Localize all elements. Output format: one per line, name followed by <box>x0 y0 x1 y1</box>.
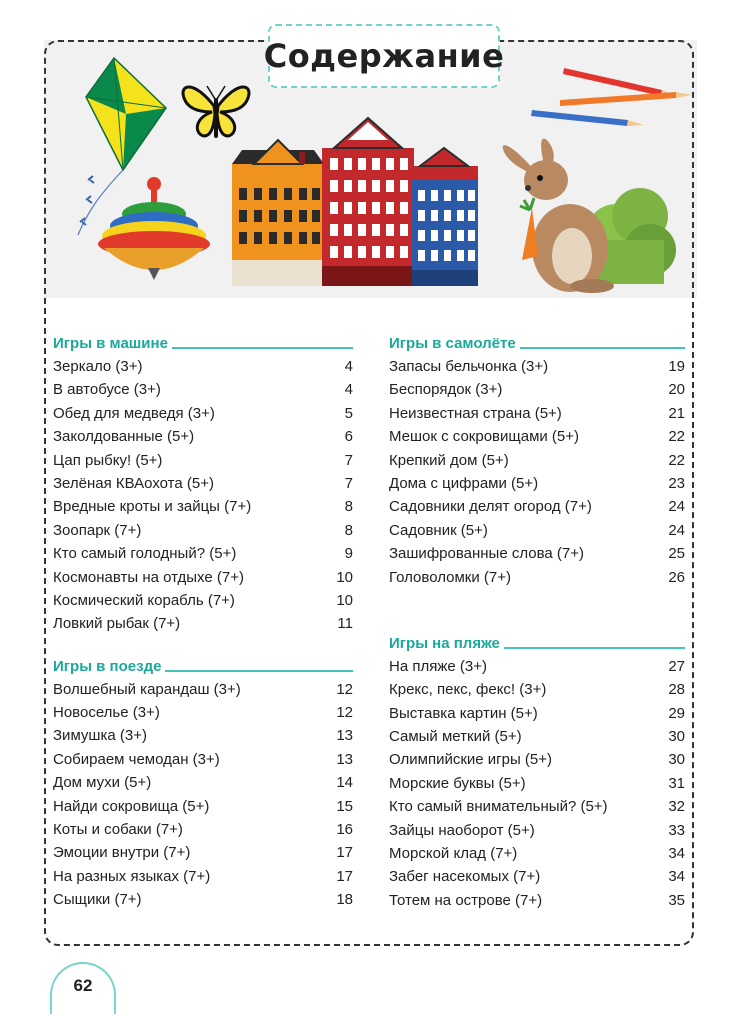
toc-entry <box>53 888 353 911</box>
toc-entry-title: Сыщики (7+) <box>53 891 142 909</box>
toc-entry <box>53 542 353 565</box>
section-rule <box>520 347 685 349</box>
section-title: Игры в поезде <box>53 657 162 675</box>
toc-entry-page: 26 <box>668 568 685 586</box>
toc-entry-title: Вредные кроты и зайцы (7+) <box>53 498 252 516</box>
toc-entry-title: Неизвестная страна (5+) <box>389 404 562 422</box>
toc-entry-title: Космический корабль (7+) <box>53 591 235 609</box>
toc-entry <box>389 542 685 565</box>
toc-entry <box>53 795 353 818</box>
toc-entries <box>53 678 353 912</box>
toc-entry-title: В автобусе (3+) <box>53 381 161 399</box>
toc-entry-title: Садовник (5+) <box>389 521 488 539</box>
toc-entries <box>389 655 685 912</box>
toc-entry-page: 12 <box>336 680 353 698</box>
toc-entry-title: Ловкий рыбак (7+) <box>53 615 181 633</box>
toc-entry <box>389 865 685 888</box>
toc-entry-title: Зимушка (3+) <box>53 727 147 745</box>
section-header <box>53 332 353 352</box>
toc-entry-page: 18 <box>336 891 353 909</box>
toc-entry-page: 27 <box>668 657 685 675</box>
toc-entry <box>53 818 353 841</box>
toc-entry-page: 8 <box>344 498 353 516</box>
toc-entry-page: 10 <box>336 568 353 586</box>
toc-entry <box>53 425 353 448</box>
toc-entry-page: 8 <box>344 521 353 539</box>
toc-entry-title: Морской клад (7+) <box>389 845 518 863</box>
toc-entry <box>389 402 685 425</box>
toc-entry <box>53 519 353 542</box>
toc-entry-page: 29 <box>668 704 685 722</box>
page-title: Содержание <box>263 37 505 75</box>
toc-entry-title: Беспорядок (3+) <box>389 381 503 399</box>
toc-entry-title: Олимпийские игры (5+) <box>389 751 553 769</box>
toc-entry-title: Цап рыбку! (5+) <box>53 451 163 469</box>
toc-section <box>389 632 685 912</box>
section-header <box>53 655 353 675</box>
toc-entry <box>389 495 685 518</box>
page-number: 62 <box>73 976 93 995</box>
toc-entries <box>389 355 685 589</box>
toc-entry <box>53 402 353 425</box>
toc-entry <box>389 355 685 378</box>
toc-entry <box>389 795 685 818</box>
toc-entry-page: 14 <box>336 774 353 792</box>
toc-entry-page: 5 <box>344 404 353 422</box>
toc-entry <box>389 772 685 795</box>
toc-entry-title: Найди сокровища (5+) <box>53 797 210 815</box>
page-number-tab <box>50 962 116 1014</box>
toc-entry-page: 20 <box>668 381 685 399</box>
toc-entry <box>53 472 353 495</box>
toc-entry-title: Космонавты на отдыхе (7+) <box>53 568 244 586</box>
section-header <box>389 332 685 352</box>
toc-entry-page: 25 <box>668 545 685 563</box>
toc-entry-title: Запасы бельчонка (3+) <box>389 358 549 375</box>
toc-entry-title: Садовники делят огород (7+) <box>389 498 592 516</box>
toc-entry-page: 32 <box>668 798 685 816</box>
toc-entry-page: 33 <box>668 821 685 839</box>
toc-entry-title: Самый меткий (5+) <box>389 728 522 746</box>
toc-entry <box>389 702 685 725</box>
toc-entry <box>389 519 685 542</box>
toc-entry-page: 16 <box>336 821 353 839</box>
toc-entry <box>53 566 353 589</box>
toc-entry-title: Зашифрованные слова (7+) <box>389 545 585 563</box>
toc-entry-page: 6 <box>344 428 353 446</box>
toc-entry <box>53 748 353 771</box>
toc-entry-page: 22 <box>668 428 685 446</box>
toc-entry-title: Кто самый внимательный? (5+) <box>389 798 608 816</box>
toc-entry-title: Зайцы наоборот (5+) <box>389 821 535 839</box>
toc-entry-page: 31 <box>668 774 685 792</box>
toc-entry <box>389 889 685 912</box>
section-title: Игры на пляже <box>389 634 500 652</box>
toc-entry-page: 7 <box>344 474 353 492</box>
toc-entry-page: 13 <box>336 727 353 745</box>
section-header <box>389 632 685 652</box>
toc-entry-page: 34 <box>668 868 685 886</box>
toc-entry-page: 7 <box>344 451 353 469</box>
toc-section <box>53 655 353 912</box>
toc-entry <box>389 566 685 589</box>
toc-entry-page: 30 <box>668 751 685 769</box>
toc-entry <box>53 589 353 612</box>
toc-entry <box>389 655 685 678</box>
toc-entry <box>53 612 353 635</box>
toc-entry <box>53 678 353 701</box>
toc-entry <box>389 449 685 472</box>
toc-entry-page: 13 <box>336 750 353 768</box>
toc-entry-title: Обед для медведя (3+) <box>53 404 215 422</box>
toc-entry-page: 24 <box>668 498 685 516</box>
toc-entry <box>53 865 353 888</box>
toc-entry <box>389 425 685 448</box>
toc-entry <box>53 724 353 747</box>
section-rule <box>504 647 685 649</box>
toc-entry <box>53 449 353 472</box>
toc-entry-title: Коты и собаки (7+) <box>53 821 183 839</box>
toc-entry <box>389 725 685 748</box>
toc-entry-page: 9 <box>344 545 353 563</box>
toc-entry-page: 17 <box>336 867 353 885</box>
toc-entry-title: Зеркало (3+) <box>53 358 143 375</box>
toc-entry-title: Зелёная КВАохота (5+) <box>53 474 214 492</box>
title-box <box>263 24 505 88</box>
toc-entry-title: Зоопарк (7+) <box>53 521 142 539</box>
toc-entry <box>389 378 685 401</box>
toc-entry-page: 21 <box>668 404 685 422</box>
toc-entry-title: Морские буквы (5+) <box>389 774 526 792</box>
toc-entry-title: Головоломки (7+) <box>389 568 511 586</box>
toc-entry-title: Кто самый голодный? (5+) <box>53 545 237 563</box>
toc-entry-page: 24 <box>668 521 685 539</box>
toc-entry-page: 12 <box>336 704 353 722</box>
toc-entry-page: 19 <box>668 358 685 375</box>
toc-entry-title: Мешок с сокровищами (5+) <box>389 428 580 446</box>
toc-entry-title: Крекс, пекс, фекс! (3+) <box>389 681 547 699</box>
section-title: Игры в машине <box>53 335 168 352</box>
section-rule <box>165 670 353 672</box>
toc-entry <box>389 748 685 771</box>
toc-entry-title: Дома с цифрами (5+) <box>389 474 539 492</box>
toc-entry-page: 34 <box>668 845 685 863</box>
toc-entry-title: Заколдованные (5+) <box>53 428 195 446</box>
toc-entry <box>53 701 353 724</box>
toc-entry-title: Тотем на острове (7+) <box>389 891 543 909</box>
toc-entry-page: 22 <box>668 451 685 469</box>
toc-entry <box>53 495 353 518</box>
toc-left-column <box>53 332 353 912</box>
toc-entry-title: Дом мухи (5+) <box>53 774 152 792</box>
toc-entry-title: Новоселье (3+) <box>53 704 160 722</box>
toc-entry <box>389 842 685 865</box>
toc-section <box>389 332 685 589</box>
toc-entry-title: Собираем чемодан (3+) <box>53 750 220 768</box>
toc-entry <box>389 472 685 495</box>
toc-entry <box>389 819 685 842</box>
toc-entry-page: 23 <box>668 474 685 492</box>
toc-entry <box>53 378 353 401</box>
toc-entry-page: 35 <box>668 891 685 909</box>
toc-entry-title: Волшебный карандаш (3+) <box>53 680 241 698</box>
toc-entry-title: На пляже (3+) <box>389 657 487 675</box>
toc-entry-page: 11 <box>337 615 353 633</box>
toc-entry-title: Забег насекомых (7+) <box>389 868 541 886</box>
toc-entry-page: 17 <box>336 844 353 862</box>
toc-entry-page: 28 <box>668 681 685 699</box>
toc-entry-title: На разных языках (7+) <box>53 867 211 885</box>
toc-entry-page: 4 <box>344 381 353 399</box>
toc-entry <box>389 678 685 701</box>
toc-entry-title: Выставка картин (5+) <box>389 704 538 722</box>
section-rule <box>172 347 353 349</box>
toc-entry-page: 30 <box>668 728 685 746</box>
toc-entry-title: Крепкий дом (5+) <box>389 451 509 469</box>
toc-entry-title: Эмоции внутри (7+) <box>53 844 191 862</box>
toc-entry-page: 10 <box>336 591 353 609</box>
toc-right-column <box>389 332 685 912</box>
toc-entry <box>53 841 353 864</box>
toc-entry-page: 4 <box>344 358 353 375</box>
toc-section <box>53 332 353 636</box>
toc-entry-page: 15 <box>336 797 353 815</box>
toc-entry <box>53 355 353 378</box>
toc-entries <box>53 355 353 636</box>
section-title: Игры в самолёте <box>389 335 516 352</box>
toc-entry <box>53 771 353 794</box>
